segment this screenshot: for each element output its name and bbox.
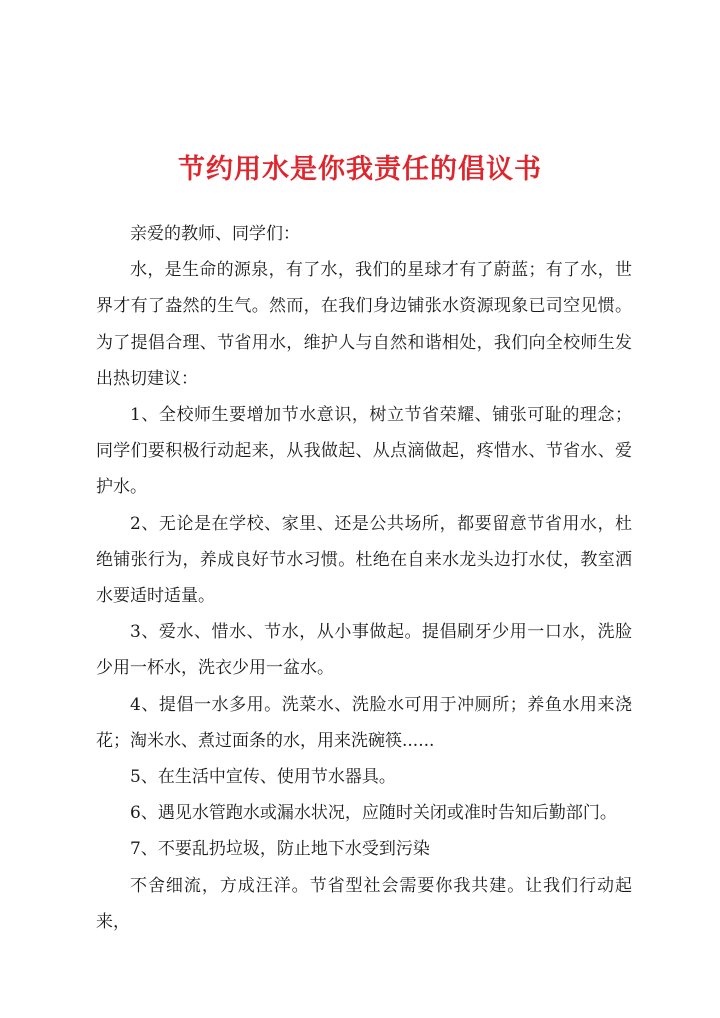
suggestion-7-paragraph: 7、不要乱扔垃圾，防止地下水受到污染	[130, 839, 430, 860]
suggestion-5-paragraph: 5、在生活中宣传、使用节水器具。	[130, 767, 396, 788]
suggestion-3-paragraph: 3、爱水、惜水、节水，从小事做起。提倡刷牙少用一口水，洗脸少用一杯水，洗衣少用一盆水。	[96, 622, 632, 679]
suggestion-4-paragraph: 4、提倡一水多用。洗菜水、洗脸水可用于冲厕所；养鱼水用来浇花；淘米水、煮过面条的水，用来洗碗筷......	[96, 694, 632, 751]
greeting-paragraph: 亲爱的教师、同学们：	[130, 224, 300, 244]
suggestion-2-paragraph: 2、无论是在学校、家里、还是公共场所，都要留意节省用水，杜绝铺张行为，养成良好节水习惯。杜绝在自来水龙头边打水仗，教室洒水要适时适量。	[96, 513, 632, 607]
intro-paragraph: 水，是生命的源泉，有了水，我们的星球才有了蔚蓝；有了水，世界才有了盎然的生气。然而，在我们身边铺张水资源现象已司空见惯。为了提倡合理、节省用水，维护人与自然和谐相处，我们向全校师生发出热切建议：	[96, 260, 632, 389]
closing-paragraph: 不舍细流，方成汪洋。节省型社会需要你我共建。让我们行动起来，	[96, 875, 632, 932]
suggestion-6-paragraph: 6、遇见水管跑水或漏水状况，应随时关闭或准时告知后勤部门。	[130, 803, 617, 824]
document-body	[96, 216, 632, 940]
suggestion-1-paragraph: 1、全校师生要增加节水意识，树立节省荣耀、铺张可耻的理念；同学们要积极行动起来，从我做起、从点滴做起，疼惜水、节省水、爱护水。	[96, 405, 632, 498]
document-title: 节约用水是你我责任的倡议书	[178, 154, 542, 185]
